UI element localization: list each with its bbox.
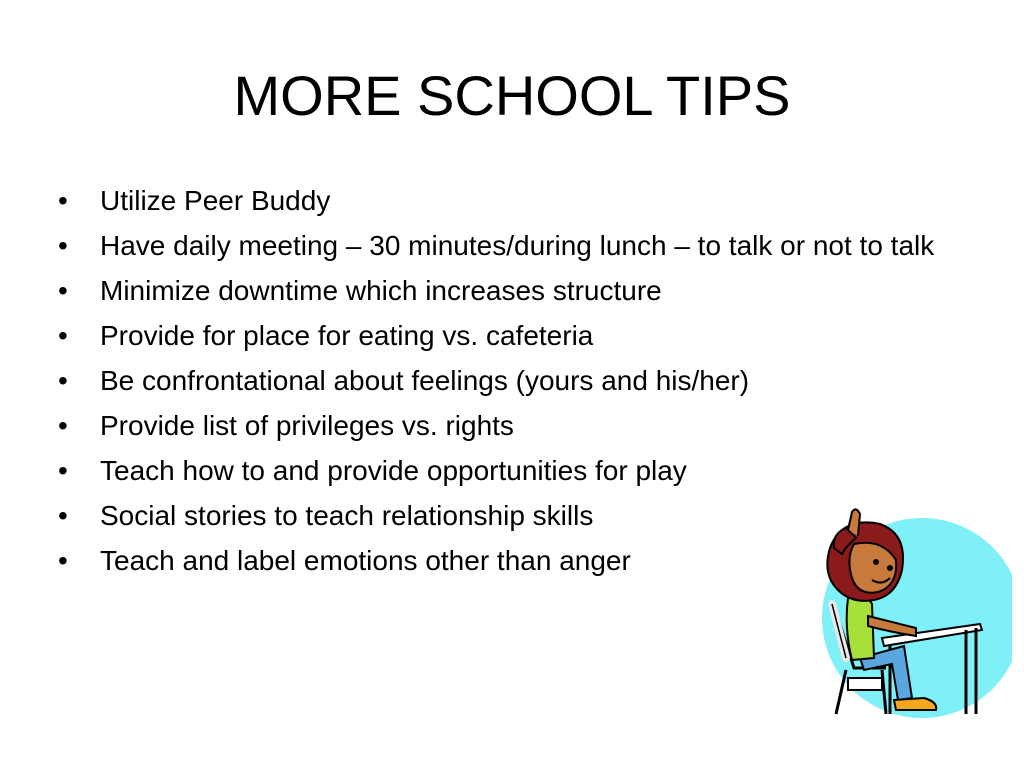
bullet-item-6: [58, 405, 978, 446]
bullet-item-1: [58, 180, 978, 221]
bullet-item-5: [58, 360, 978, 401]
bullet-text: Provide for place for eating vs. cafeteria: [100, 320, 594, 351]
bullet-text: Social stories to teach relationship skills: [100, 500, 594, 531]
bullet-symbol: •: [58, 230, 68, 261]
bullet-item-4: [58, 315, 978, 356]
bullet-symbol: •: [58, 185, 68, 216]
student-raising-hand-icon: [812, 508, 1012, 722]
bullet-item-2: [58, 225, 978, 266]
bullet-text: Provide list of privileges vs. rights: [100, 410, 514, 441]
bullet-item-3: [58, 270, 978, 311]
bullet-text: Teach and label emotions other than anger: [100, 545, 631, 576]
bullet-item-7: [58, 450, 978, 491]
bullet-symbol: •: [58, 320, 68, 351]
bullet-symbol: •: [58, 500, 68, 531]
bullet-symbol: •: [58, 455, 68, 486]
bullet-symbol: •: [58, 365, 68, 396]
bullet-text: Utilize Peer Buddy: [100, 185, 331, 216]
bullet-symbol: •: [58, 545, 68, 576]
bullet-text: Have daily meeting – 30 minutes/during lunch – to talk or not to talk: [100, 230, 935, 261]
bullet-text: Minimize downtime which increases structure: [100, 275, 662, 306]
bullet-text: Teach how to and provide opportunities for play: [100, 455, 687, 486]
slide-title: MORE SCHOOL TIPS: [233, 64, 791, 127]
bullet-text: Be confrontational about feelings (yours and his/her): [100, 365, 750, 396]
bullet-symbol: •: [58, 410, 68, 441]
bullet-symbol: •: [58, 275, 68, 306]
